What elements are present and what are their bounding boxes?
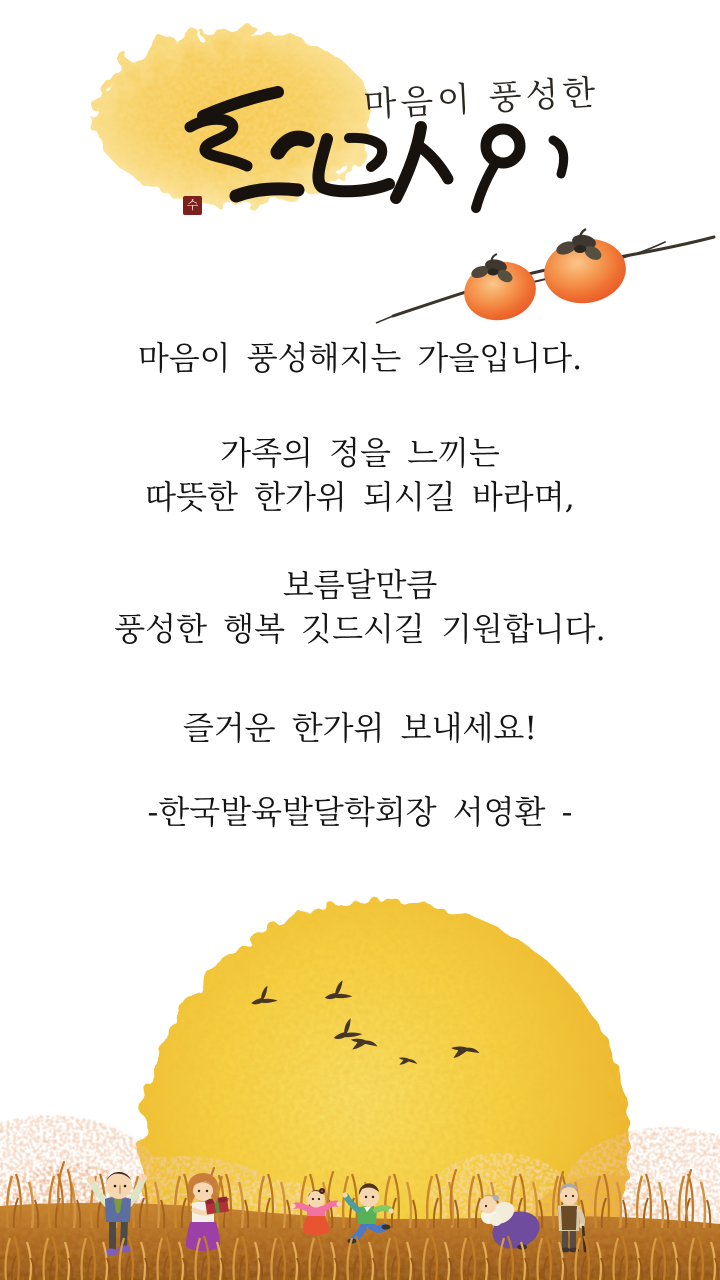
branch-twig — [376, 316, 393, 323]
seal-stamp — [183, 196, 202, 215]
sun-blob — [95, 30, 375, 206]
message-block-2 — [0, 431, 720, 519]
brush-stroke — [486, 129, 520, 163]
signature-line: -한국발육발달학회장 서영환 - — [147, 793, 573, 831]
message-line-3: 따뜻한 한가위 되시길 바라며, — [145, 478, 575, 516]
message-line-5: 풍성한 행복 깃드시길 기원합니다. — [114, 610, 606, 648]
bottom-illustration — [0, 860, 720, 1280]
brush-stroke — [553, 140, 564, 174]
grass-band-front — [0, 1216, 720, 1280]
brush-stroke — [476, 161, 497, 208]
subtitle-calligraphy: 마음이 풍성한 — [362, 72, 601, 126]
message-line-2: 가족의 정을 느끼는 — [220, 434, 500, 472]
persimmon-branch-illustration — [376, 229, 714, 326]
brush-stroke — [396, 127, 421, 198]
message-line-6: 즐거운 한가위 보내세요! — [182, 709, 538, 747]
seal-character: 수 — [186, 198, 199, 212]
brush-stroke — [236, 189, 298, 196]
brush-stroke — [419, 146, 448, 179]
message-line-4: 보름달만큼 — [282, 566, 438, 604]
message-line-1: 마음이 풍성해지는 가을입니다. — [137, 339, 583, 377]
message-block-3 — [0, 563, 720, 651]
header-illustration — [0, 0, 720, 340]
